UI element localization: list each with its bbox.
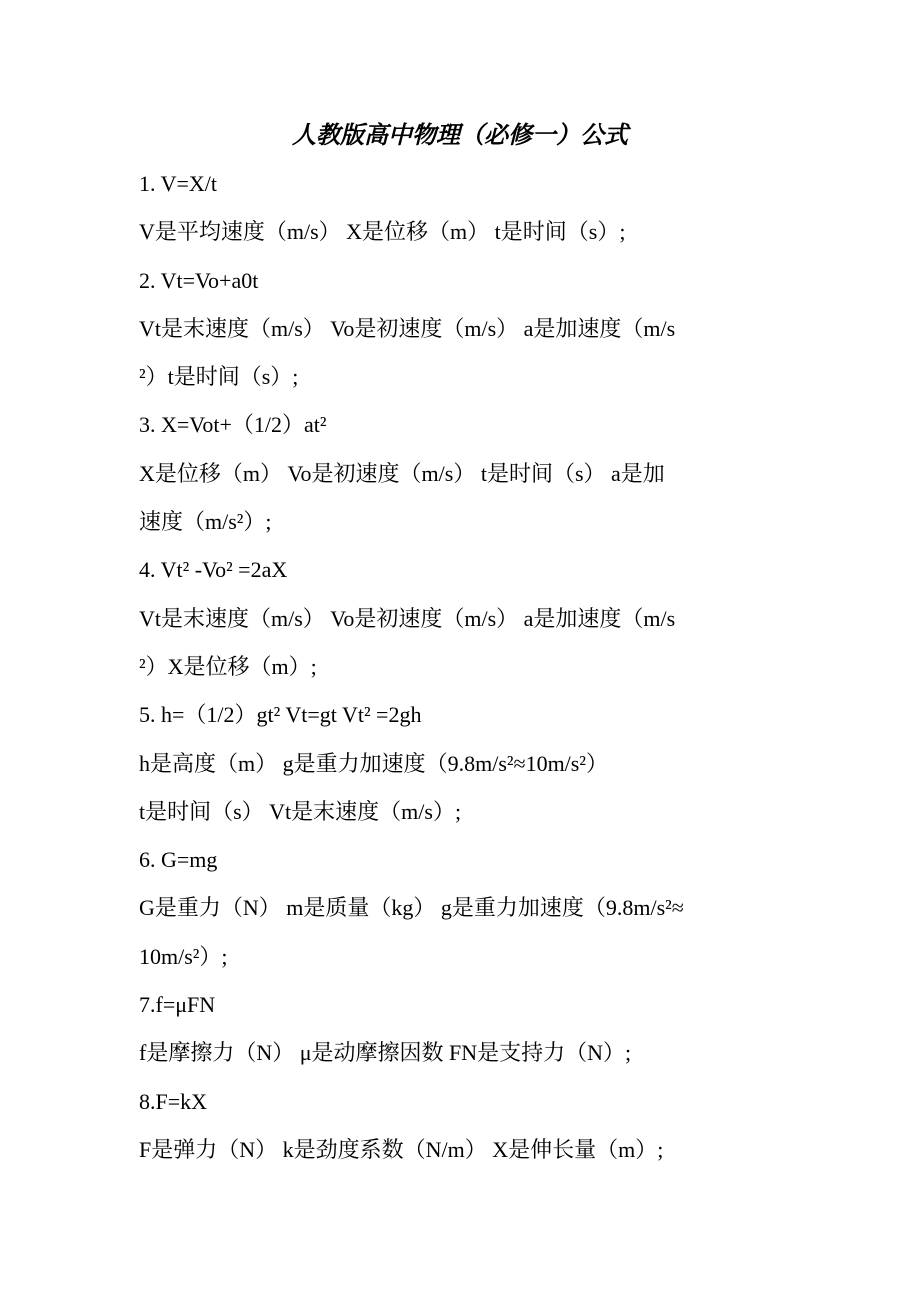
page-title: 人教版高中物理（必修一）公式	[292, 123, 628, 149]
formula-description-5b: t是时间（s） Vt是末速度（m/s）;	[139, 798, 462, 824]
formula-description-4b: ²）X是位移（m）;	[139, 653, 317, 679]
formula-line-1: 1. V=X/t	[139, 171, 218, 196]
formula-list	[139, 160, 799, 1174]
formula-line-2: 2. Vt=Vo+a0t	[139, 267, 259, 293]
formula-description-6a: G是重力（N） m是质量（kg） g是重力加速度（9.8m/s²≈	[139, 895, 684, 921]
formula-line-5: 5. h=（1/2）gt² Vt=gt Vt² =2gh	[139, 702, 422, 728]
formula-description-1: V是平均速度（m/s） X是位移（m） t是时间（s）;	[139, 219, 626, 245]
formula-description-4a: Vt是末速度（m/s） Vo是初速度（m/s） a是加速度（m/s	[139, 605, 676, 631]
formula-description-8: F是弹力（N） k是劲度系数（N/m） X是伸长量（m）;	[139, 1136, 664, 1162]
formula-description-6b: 10m/s²）;	[139, 943, 228, 969]
formula-line-8: 8.F=kX	[139, 1088, 208, 1114]
formula-line-3: 3. X=Vot+（1/2）at²	[139, 412, 327, 438]
formula-description-3a: X是位移（m） Vo是初速度（m/s） t是时间（s） a是加	[139, 460, 665, 486]
formula-description-3b: 速度（m/s²）;	[139, 509, 272, 535]
formula-description-5a: h是高度（m） g是重力加速度（9.8m/s²≈10m/s²）	[139, 750, 608, 776]
formula-description-2b: ²）t是时间（s）;	[139, 364, 299, 390]
formula-description-2a: Vt是末速度（m/s） Vo是初速度（m/s） a是加速度（m/s	[139, 315, 676, 341]
formula-line-4: 4. Vt² -Vo² =2aX	[139, 557, 288, 583]
formula-description-7: f是摩擦力（N） μ是动摩擦因数 FN是支持力（N）;	[139, 1040, 632, 1066]
formula-line-6: 6. G=mg	[139, 847, 218, 873]
formula-line-7: 7.f=μFN	[139, 992, 216, 1018]
